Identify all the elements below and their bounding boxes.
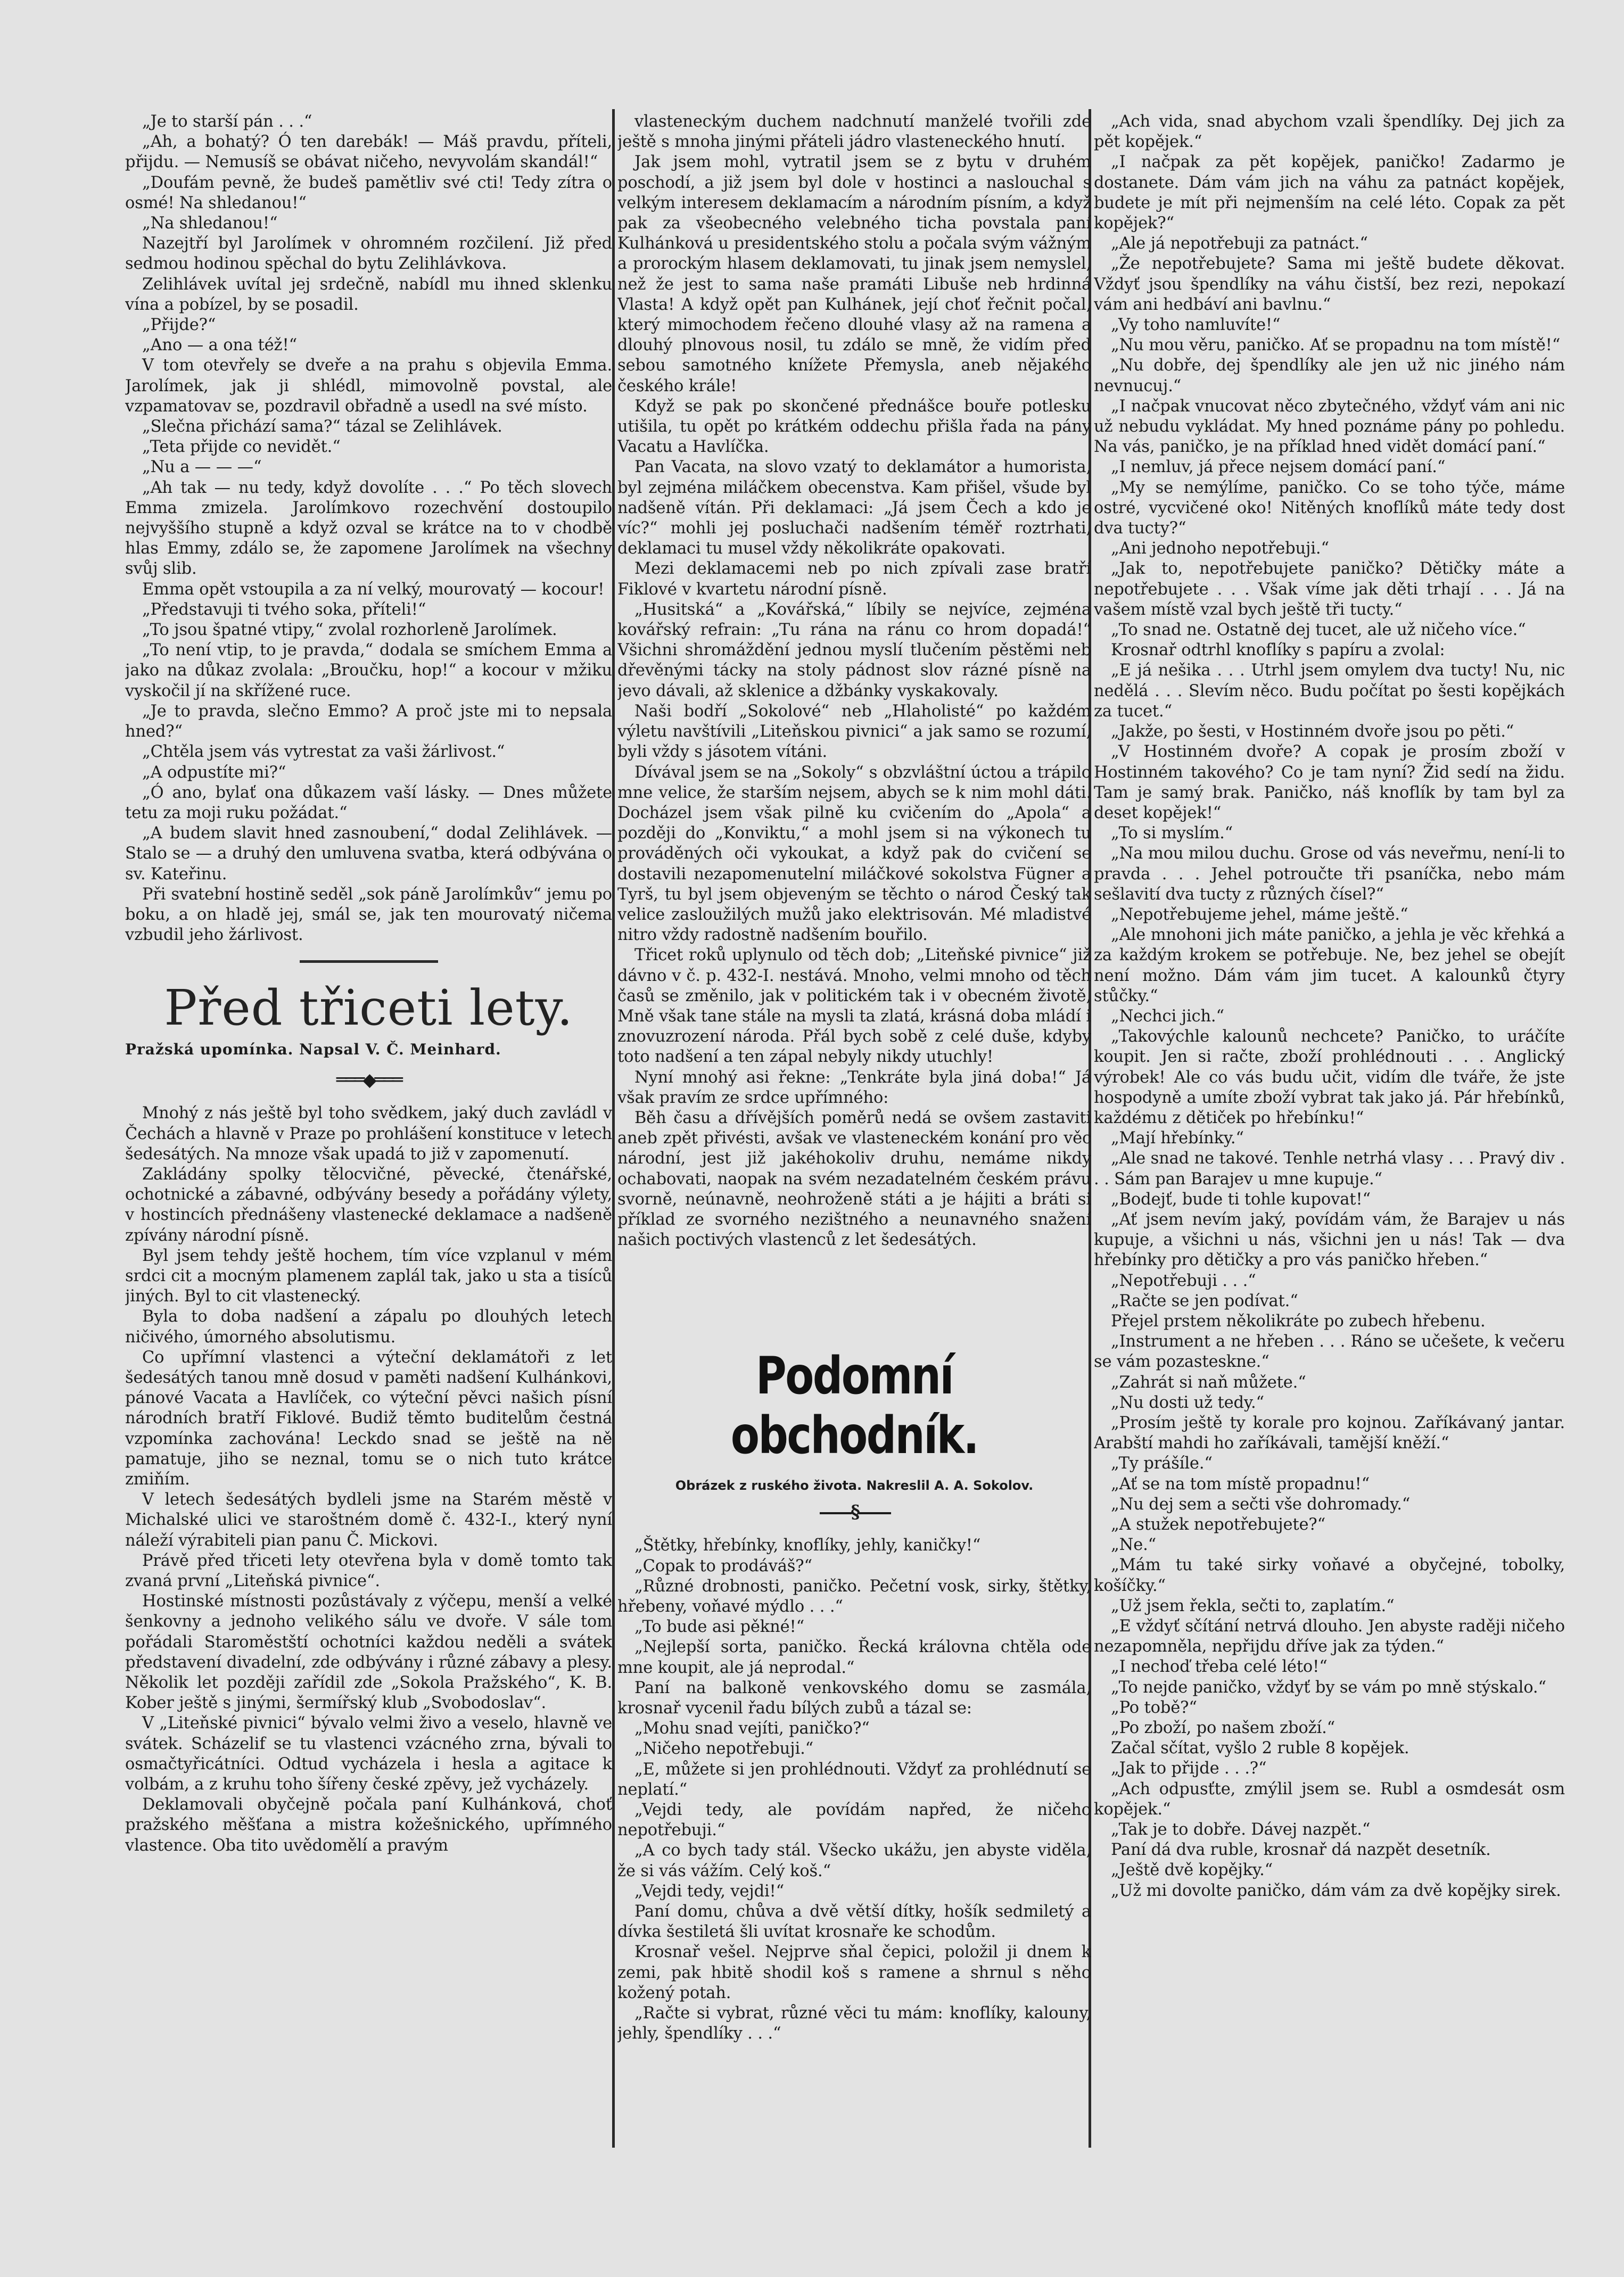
paragraph: „Nu dobře, dej špendlíky ale jen už nic jiného nám nevnucuj.“	[1094, 356, 1565, 395]
paragraph: Mnohý z nás ještě byl toho svědkem, jaký duch zavládl v Čechách a hlavně v Praze po prohlášení konstituce v letech šedesátých. Na mnoze však upadá to již v zapomenutí.	[125, 1104, 612, 1164]
paragraph: „Už mi dovolte paničko, dám vám za dvě kopějky sirek.	[1111, 1881, 1561, 1900]
article-title-podomni-obchodnik: Podomní obchodník.	[730, 1346, 978, 1466]
paragraph: „Prosím ještě ty korale pro kojnou. Zaříkávaný jantar. Arabští mahdi ho zaříkávali, tamější kněží.“	[1094, 1414, 1565, 1453]
paragraph: „Mohu snad vejíti, paničko?“	[634, 1719, 870, 1738]
paragraph: „Nu a — — —“	[142, 458, 262, 477]
paragraph: Začal sčítat, vyšlo 2 ruble 8 kopějek.	[1111, 1739, 1409, 1758]
paragraph: „Zahrát si naň můžete.“	[1111, 1373, 1306, 1392]
paragraph: „Už jsem řekla, sečti to, zaplatím.“	[1111, 1596, 1395, 1615]
paragraph: „Ale snad ne takové. Tenhle netrhá vlasy . . . Pravý div . . . Sám pan Barajev u mne kupuje.“	[1094, 1149, 1565, 1189]
paragraph: „To snad ne. Ostatně dej tucet, ale už ničeho více.“	[1111, 621, 1526, 640]
paragraph: Přejel prstem několikráte po zubech hřebenu.	[1111, 1311, 1486, 1331]
paragraph: „Copak to prodáváš?“	[634, 1556, 812, 1575]
paragraph: V tom otevřely se dveře a na prahu s objevila Emma. Jarolímek, jak ji shlédl, mimovolně povstal, ale vzpamatovav se, pozdravil obřadně a usedl na své místo.	[125, 356, 612, 416]
paragraph: „Bodejť, bude ti tohle kupovat!“	[1111, 1190, 1371, 1209]
paragraph: „Je to starší pán . . .“	[142, 112, 312, 131]
paragraph: „Nepotřebuji . . .“	[1111, 1271, 1256, 1290]
paragraph: „A odpustíte mi?“	[142, 763, 286, 782]
paragraph: „A stužek nepotřebujete?“	[1111, 1515, 1326, 1534]
story-ending-text	[125, 112, 612, 945]
paragraph: „Nechci jich.“	[1111, 1006, 1224, 1026]
paragraph: „Na mou milou duchu. Grose od vás neveřmu, není-li to pravda . . . Jehel potroučte tři psaníčka, nebo mám sešlavití dva tucty z různých čísel?“	[1094, 844, 1565, 904]
paragraph: „I nemluv, já přece nejsem domácí paní.“	[1111, 458, 1446, 477]
paragraph: Krosnař odtrhl knoflíky s papíru a zvolal:	[1111, 641, 1445, 660]
paragraph: „Ani jednoho nepotřebuji.“	[1111, 539, 1329, 558]
paragraph: „Nepotřebujeme jehel, máme ještě.“	[1111, 905, 1408, 924]
paragraph: Paní na balkoně venkovského domu se zasmála, krosnař vycenil řadu bílých zubů a tázal se:	[617, 1678, 1091, 1718]
article-body	[125, 1103, 612, 1856]
paragraph: „Ah, a bohatý? Ó ten darebák! — Máš pravdu, příteli, přijdu. — Nemusíš se obávat ničeho, nevyvolám skandál!“	[125, 133, 612, 172]
paragraph: „Na shledanou!“	[142, 214, 278, 233]
paragraph: Nazejtří byl Jarolímek v ohromném rozčilení. Již před sedmou hodinou spěchal do bytu Zelihlávkova.	[125, 234, 612, 274]
paragraph: Krosnař vešel. Nejprve sňal čepici, položil ji dnem k zemi, pak hbitě shodil koš s ramene a shrnul s něho kožený potah.	[617, 1943, 1091, 2002]
article-byline: Obrázek z ruského života. Nakreslil A. A. Sokolov.	[675, 1478, 1034, 1494]
paragraph: Naši bodří „Sokolové“ neb „Hlaholisté“ po každém výletu navštívili „Liteňskou pivnici“ a jak samo se rozumí, byli vždy s jásotem vítáni.	[617, 702, 1091, 762]
paragraph: „To si myslím.“	[1111, 824, 1233, 843]
paragraph: „Slečna přichází sama?“ tázal se Zelihlávek.	[142, 417, 502, 436]
paragraph: „Vejdi tedy, ale povídám napřed, že ničeho nepotřebuji.“	[617, 1801, 1091, 1840]
paragraph: „Chtěla jsem vás vytrestat za vaši žárlivost.“	[142, 742, 505, 762]
article-byline: Pražská upomínka. Napsal V. Č. Meinhard.	[125, 1041, 501, 1059]
paragraph: Třicet roků uplynulo od těch dob; „Liteňské pivnice“ již dávno v č. p. 432-I. nestává. Mnoho, velmi mnoho od těch časů se změnilo, jak v politickém tak i v obecném životě, Mně však tane stále na mysli ta zlatá, krásná doba mládí i znovuzrození národa. Přál bych sobě z celé duše, kdyby toto nadšení a ten zápal nebyly nikdy utuchly!	[617, 946, 1091, 1067]
paragraph: „Ano — a ona též!“	[142, 336, 298, 355]
paragraph: „Takovýchle kalounů nechcete? Paničko, to uráčíte koupit. Jen si račte, zboží prohlédnouti . . . Anglický výrobek! Ale co vás budu učit, vidím dle tváře, že jste hospodyně a umíte zboží vybrat tak jako já. Pár hřebínků, každému z dětiček po hřebínku!“	[1094, 1027, 1565, 1127]
paragraph: Právě před třiceti lety otevřena byla v domě tomto tak zvaná první „Liteňská pivnice“.	[125, 1551, 612, 1590]
article-continuation-text	[617, 112, 1091, 1250]
article-title-pred-triceti-lety: Před třiceti lety.	[164, 979, 573, 1037]
paragraph: „Račte se jen podívat.“	[1111, 1291, 1298, 1310]
paragraph: „Ničeho nepotřebuji.“	[634, 1739, 814, 1759]
paragraph: „Ale já nepotřebuji za patnáct.“	[1111, 234, 1368, 253]
paragraph: „My se nemýlíme, paničko. Co se toho týče, máme ostré, vycvičené oko! Nitěných knoflíků máte tedy dost dva tucty?“	[1094, 478, 1565, 538]
paragraph: „E já nešika . . . Utrhl jsem omylem dva tucty! Nu, nic nedělá . . . Slevím něco. Budu počítat po šesti kopějkách za tucet.“	[1094, 661, 1565, 721]
paragraph: Když se pak po skončené přednášce bouře potlesku utišila, tu opět po krátkém oddechu přišla řada na pány Vacatu a Havlíčka.	[617, 397, 1091, 457]
paragraph: „Teta přijde co nevidět.“	[142, 438, 341, 457]
paragraph: „Jakže, po šesti, v Hostinném dvoře jsou po pěti.“	[1111, 722, 1514, 741]
paragraph: „E, můžete si jen prohlédnouti. Vždyť za prohlédnutí se neplatí.“	[617, 1760, 1091, 1799]
paragraph: „Mají hřebínky.“	[1111, 1129, 1244, 1148]
paragraph: Běh času a dřívějších poměrů nedá se ovšem zastaviti aneb zpět přivésti, avšak ve vlasteneckém konání pro věc národní, jest již jakéhokoliv druhu, nemáme nikdy ochabovati, naopak na svém nezadatelném českém právu svorně, neúnavně, neohroženě státi a je hájiti a bráti si příklad ze svorného nezištného a neunavného snažení našich poctivých vlastenců z let šedesátých.	[617, 1108, 1091, 1250]
paragraph: „To není vtip, to je pravda,“ dodala se smíchem Emma a jako na důkaz zvolala: „Broučku, hop!“ a kocour v mžiku vyskočil jí na skřížené ruce.	[125, 641, 612, 700]
paragraph: „Jak to, nepotřebujete paničko? Dětičky máte a nepotřebujete . . . Však víme jak děti trhají . . . Já na vašem místě vzal bych ještě tři tucty.“	[1094, 559, 1565, 619]
column-rule-left	[612, 109, 615, 2148]
paragraph: „Tak je to dobře. Dávej nazpět.“	[1111, 1820, 1371, 1839]
paragraph: Zelihlávek uvítal jej srdečně, nabídl mu ihned sklenku vína a pobízel, by se posadil.	[125, 275, 612, 314]
article-body	[617, 1536, 1091, 2044]
paragraph: Co upřímní vlastenci a výteční deklamátoři z let šedesátých tanou mně dosud v paměti nadšení Kulhánkovi, pánové Vacata a Havlíček, co výteční pěvci našich písní národních bratří Fiklové. Budiž těmto buditelům čestná vzpomínka zachována! Leckdo snad se ještě na ně pamatuje, jiho se neznal, tomu se o nich tuto krátce zmiňím.	[125, 1348, 612, 1489]
paragraph: „Vy toho namluvíte!“	[1111, 316, 1281, 335]
paragraph: „I načpak za pět kopějek, paničko! Zadarmo je dostanete. Dám vám jich na váhu za patnáct kopějek, budete je mít při nejmenším na celé léto. Copak za pět kopějek?“	[1094, 153, 1565, 233]
paragraph: „Ah tak — nu tedy, když dovolíte . . .“ Po těch slovech Emma zmizela. Jarolímkovo rozechvění dostoupilo nejvyššího stupně a když ozval se krátce na to v chodbě hlas Emmy, zdálo se, že zapomene Jarolímek na všechny svůj slib.	[125, 478, 612, 579]
paragraph: „E vždyť sčítání netrvá dlouho. Jen abyste raději ničeho nezapomněla, nepřijdu dříve jak za týden.“	[1094, 1617, 1565, 1656]
paragraph: „Husitská“ a „Kovářská,“ líbily se nejvíce, zejména kovářský refrain: „Tu rána na ránu co hrom dopadá!“ Všichni shromáždění jednou myslí tlučením pěstěmi neb dřevěnými tácky na stoly pádnost slov rázné písně na jevo dávali, až sklenice a džbánky vyskakovaly.	[617, 600, 1091, 700]
paragraph: „I načpak vnucovat něco zbytečného, vždyť vám ani nic už nebudu vykládat. My hned poznáme pány po pohledu. Na vás, paničko, je na příklad hned vidět domácí paní.“	[1094, 397, 1565, 457]
paragraph: V „Liteňské pivnici“ bývalo velmi živo a veselo, hlavně ve svátek. Scházelif se tu vlastenci vzácného zrna, bývali to osmačtyřicátníci. Odtud vycházela i hesla a agitace k volbám, a z kruhu toho šířeny české zpěvy, jež vycházely.	[125, 1714, 612, 1794]
paragraph: Hostinské místnosti pozůstávaly z výčepu, menší a velké šenkovny a jednoho velikého sálu ve dvoře. V sále tom pořádali Staroměstští ochotníci každou neděli a svátek představení divadelní, zde odbývány i různé zábavy a plesy. Několik let později zařídil zde „Sokola Pražského“, K. B. Kober ještě s jinými, šermířský klub „Svobodoslav“.	[125, 1592, 612, 1713]
paragraph: „Instrument a ne hřeben . . . Ráno se učešete, k večeru se vám pozastesknе.“	[1094, 1332, 1565, 1372]
paragraph: „A budem slavit hned zasnoubení,“ dodal Zelihlávek. — Stalo se — a druhý den umluvena svatba, která odbývána o sv. Kateřinu.	[125, 824, 612, 884]
paragraph: „Přijde?“	[142, 316, 216, 335]
paragraph: Paní domu, chůva a dvě větší dítky, hošík sedmiletý a dívka šestiletá šli uvítat krosnaře ke schodům.	[617, 1902, 1091, 1942]
section-divider	[300, 960, 438, 963]
paragraph: „Nu dej sem a sečti vše dohromady.“	[1111, 1495, 1411, 1514]
paragraph: Byl jsem tehdy ještě hochem, tím více vzplanul v mém srdci cit a mocným plamenem zaplál tak, jako u sta a tisíců jiných. Byl to cit vlastenecký.	[125, 1246, 612, 1306]
ornament-divider: ═══◆═══	[336, 1069, 401, 1091]
column-1	[125, 112, 612, 2145]
paragraph: „Nejlepší sorta, paničko. Řecká královna chtěla ode mne koupit, ale já neprodal.“	[617, 1638, 1091, 1677]
paragraph: „Ještě dvě kopějky.“	[1111, 1861, 1273, 1880]
paragraph: „Po zboží, po našem zboží.“	[1111, 1719, 1336, 1738]
paragraph: vlasteneckým duchem nadchnutí manželé tvořili zde ještě s mnoha jinými přáteli jádro vlasteneckého hnutí.	[617, 112, 1091, 152]
paragraph: „Nu dosti už tedy.“	[1111, 1393, 1264, 1412]
paragraph: „Nu mou věru, paničko. Ať se propadnu na tom místě!“	[1111, 336, 1561, 355]
paragraph: Nyní mnohý asi řekne: „Tenkráte byla jiná doba!“ Já však pravím ze srdce upřímného:	[617, 1068, 1091, 1107]
column-2	[617, 112, 1091, 2145]
paragraph: „Po tobě?“	[1111, 1698, 1197, 1717]
paragraph: Zakládány spolky tělocvičné, pěvecké, čtenářské, ochotnické a zábavné, odbývány besedy a pořádány výlety, v hostincích přednášeny vlastenecké deklamace a nadšeně zpívány národní písně.	[125, 1165, 612, 1245]
paragraph: „Ať jsem nevím jaký, povídám vám, že Barajev u nás kupuje, a všichni u nás, všichni jen u nás! Tak — dva hřebínky pro dětičky a pro vás paničko hřeben.“	[1094, 1210, 1565, 1270]
paragraph: „V Hostinném dvoře? A copak je prosím zboží v Hostinném takového? Co je tam nyní? Žid sedí na židu. Tam je samý brak. Paničko, náš knoflík by tam byl za deset kopějek!“	[1094, 742, 1565, 822]
paragraph: „Ó ano, bylať ona důkazem vaší lásky. — Dnes můžete tetu za moji ruku požádat.“	[125, 783, 612, 822]
paragraph: Dívával jsem se na „Sokoly“ s obzvláštní úctou a trápilo mne velice, že starším nejsem, abych se k nim mohl dáti. Docházel jsem však pilně ku cvičením do „Apola“ a později do „Konviktu,“ a mohl jsem si na výkonech tu prováděných oči vykoukat, a když pak do cvičení se dostavili nezapomenutelní miláčkové sokolstva Fügner a Tyrš, tu byl jsem objeveným se těchto o národ Český tak velice zasloužilých mužů jako elektrisován. Mé mladistvé nitro vždy radostně nadšením bouřilo.	[617, 763, 1091, 945]
paragraph: „I nechoď třeba celé léto!“	[1111, 1657, 1328, 1677]
paragraph: „To nejde paničko, vždyť by se vám po mně stýskalo.“	[1111, 1678, 1546, 1697]
paragraph: „Ty prášíle.“	[1111, 1454, 1213, 1473]
column-3	[1094, 112, 1565, 2145]
paragraph: „Ach odpusťte, zmýlil jsem se. Rubl a osmdesát osm kopějek.“	[1094, 1779, 1565, 1819]
paragraph: „Ne.“	[1111, 1536, 1157, 1555]
paragraph: „Vejdi tedy, vejdi!“	[634, 1882, 785, 1901]
paragraph: „Štětky, hřebínky, knoflíky, jehly, kaničky!“	[634, 1536, 981, 1555]
paragraph: „Je to pravda, slečno Emmo? A proč jste mi to nepsala hned?“	[125, 702, 612, 741]
paragraph: „Jak to přijde . . .?“	[1111, 1759, 1267, 1778]
paragraph: „Ach vida, snad abychom vzali špendlíky. Dej jich za pět kopějek.“	[1094, 112, 1565, 152]
paragraph: Jak jsem mohl, vytratil jsem se z bytu v druhém poschodí, a již jsem byl dole v hostinci a naslouchal s velkým interesem deklamacím a národním písním, a když pak za všeobecného velebného ticha povstala paní Kulhánková u presidentského stolu a počala svým vážným a prorockým hlasem deklamovati, tu jinak jsem nemyslel, než že jest to sama naše pramáti Libuše neb hrdinná Vlasta! A když opět pan Kulhánek, její choť řečnit počal, který mimochodem řečeno dlouhé vlasy až na ramena a dlouhý plnovous nosil, tu zdálo se mně, že vidím před sebou samotného knížete Přemysla, aneb nějakého českého krále!	[617, 153, 1091, 395]
paragraph: Mezi deklamacemi neb po nich zpívali zase bratří Fiklové v kvartetu národní písně.	[617, 559, 1091, 599]
paragraph: Pan Vacata, na slovo vzatý to deklamátor a humorista, byl zejména miláčkem obecenstva. Kam přišel, všude byl nadšeně vítán. Při deklamaci: „Já jsem Čech a kdo je víc?“ mohli jej posluchači nadšením téměř roztrhati, deklamaci tu musel vždy několikráte opakovati.	[617, 458, 1091, 558]
paragraph: „To jsou špatné vtipy,“ zvolal rozhorleně Jarolímek.	[142, 621, 557, 640]
ornament-divider: ——§——	[819, 1502, 890, 1523]
paragraph: „Mám tu také sirky voňavé a obyčejné, tobolky, košíčky.“	[1094, 1556, 1565, 1595]
paragraph: „Představuji ti tvého soka, příteli!“	[142, 600, 426, 619]
article-continuation-text	[1094, 112, 1565, 1901]
paragraph: „Doufám pevně, že budeš pamětliv své cti! Tedy zítra o osmé! Na shledanou!“	[125, 173, 612, 212]
paragraph: Při svatební hostině seděl „sok páně Jarolímkův“ jemu po boku, a on hladě jej, smál se, jak ten mourovatý ničema vzbudil jeho žárlivost.	[125, 885, 612, 945]
paragraph: „Že nepotřebujete? Sama mi ještě budete děkovat. Vždyť jsou špendlíky na váhu čistší, bez rezi, nepokazí vám ani hedbáví ani bavlnu.“	[1094, 254, 1565, 314]
paragraph: „Různé drobnosti, paničko. Pečetní vosk, sirky, štětky, hřebeny, voňavé mýdlo . . .“	[617, 1577, 1091, 1616]
paragraph: „A co bych tady stál. Všecko ukážu, jen abyste viděla, že si vás vážím. Celý koš.“	[617, 1841, 1091, 1880]
paragraph: „To bude asi pěkné!“	[634, 1618, 805, 1637]
paragraph: Byla to doba nadšení a zápalu po dlouhých letech ničivého, úmorného absolutismu.	[125, 1307, 612, 1347]
paragraph: Deklamovali obyčejně počala paní Kulhánková, choť pražského měšťana a mistra kožešnického, upřímného vlastence. Oba tito uvědomělí a pravým	[125, 1795, 612, 1855]
paragraph: Emma opět vstoupila a za ní velký, mourovatý — kocour!	[142, 580, 605, 599]
paragraph: „Račte si vybrat, různé věci tu mám: knoflíky, kalouny, jehly, špendlíky . . .“	[617, 2004, 1091, 2043]
paragraph: „Ale mnohoni jich máte paničko, a jehla je věc křehká a za každým krokem se potřebuje. Ne, bez jehel se obejít není možno. Dám vám jim tucet. A kalounků čtyry stůčky.“	[1094, 926, 1565, 1005]
paragraph: Paní dá dva ruble, krosnař dá nazpět desetník.	[1111, 1841, 1491, 1860]
paragraph: V letech šedesátých bydleli jsme na Starém městě v Michalské ulici ve staroštném domě č. 432-I., který nyní náleží výrabiteli pian panu Č. Mickovi.	[125, 1490, 612, 1550]
paragraph: „Ať se na tom místě propadnu!“	[1111, 1474, 1370, 1494]
